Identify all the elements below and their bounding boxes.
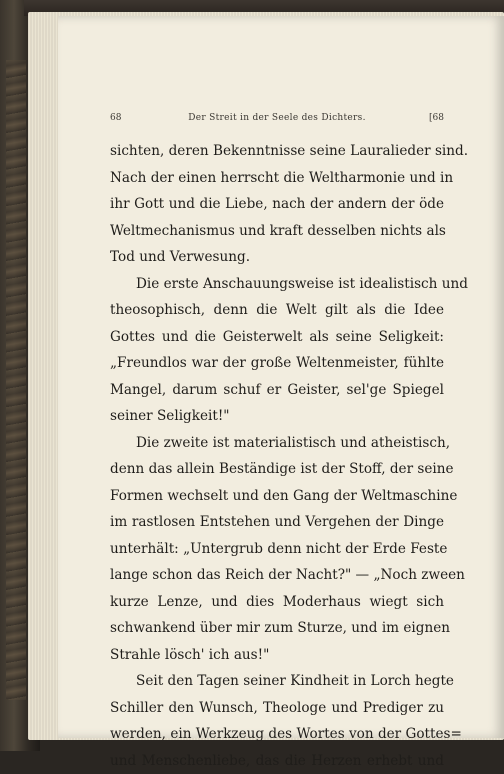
body-text: [110, 138, 444, 774]
text-line: Strahle lösch' ich aus!": [110, 642, 444, 669]
running-head: [110, 113, 444, 127]
text-line: Formen wechselt und den Gang der Weltmaschine: [110, 483, 444, 510]
text-line: Weltmechanismus und kraft desselben nichts als: [110, 218, 444, 245]
marbled-edge: [6, 60, 26, 700]
text-line: kurze Lenze, und dies Moderhaus wiegt sich: [110, 589, 444, 616]
text-line: unterhält: „Untergrub denn nicht der Erde Feste: [110, 536, 444, 563]
text-line: Nach der einen herrscht die Weltharmonie und in: [110, 165, 444, 192]
text-line: Gottes und die Geisterwelt als seine Seligkeit:: [110, 324, 444, 351]
text-line: „Freundlos war der große Weltenmeister, fühlte: [110, 350, 444, 377]
text-line: ihr Gott und die Liebe, nach der andern der öde: [110, 191, 444, 218]
text-line: Die erste Anschauungsweise ist idealistisch und: [110, 271, 444, 298]
text-line: seiner Seligkeit!": [110, 403, 444, 430]
text-line: lange schon das Reich der Nacht?" — „Noch zween: [110, 562, 444, 589]
text-line: werden, ein Werkzeug des Wortes von der Gottes=: [110, 721, 444, 748]
text-line: Mangel, darum schuf er Geister, sel'ge Spiegel: [110, 377, 444, 404]
running-title: Der Streit in der Seele des Dichters.: [110, 113, 444, 123]
text-line: sichten, deren Bekenntnisse seine Lauralieder sind.: [110, 138, 444, 165]
text-line: Tod und Verwesung.: [110, 244, 444, 271]
text-line: Schiller den Wunsch, Theologe und Prediger zu: [110, 695, 444, 722]
text-line: denn das allein Beständige ist der Stoff, der seine: [110, 456, 444, 483]
text-line: und Menschenliebe, das die Herzen erhebt und: [110, 748, 444, 774]
page-number-left: 68: [110, 113, 121, 123]
text-line: Die zweite ist materialistisch und atheistisch,: [110, 430, 444, 457]
text-line: theosophisch, denn die Welt gilt als die Idee: [110, 297, 444, 324]
page-number-right: [68: [429, 113, 444, 123]
text-line: Seit den Tagen seiner Kindheit in Lorch hegte: [110, 668, 444, 695]
text-line: im rastlosen Entstehen und Vergehen der Dinge: [110, 509, 444, 536]
text-line: schwankend über mir zum Sturze, und im eignen: [110, 615, 444, 642]
